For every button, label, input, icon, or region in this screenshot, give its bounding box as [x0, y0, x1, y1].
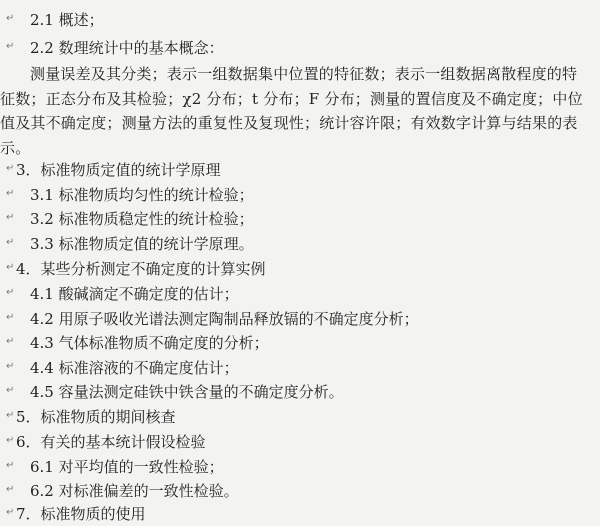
paragraph-mark-icon: ↵ [6, 188, 15, 199]
outline-item [0, 307, 600, 331]
outline-item [0, 36, 600, 60]
outline-item [0, 455, 600, 479]
outline-item-text: 4.1 酸碱滴定不确定度的估计； [30, 285, 239, 303]
paragraph-mark-icon: ↵ [6, 460, 15, 471]
outline-item-text: 2.1 概述； [30, 11, 104, 29]
outline-heading: 5．标准物质的期间核查 [16, 408, 176, 426]
outline-item [0, 183, 600, 207]
outline-item [0, 430, 600, 454]
paragraph-mark-icon: ↵ [6, 312, 15, 323]
outline-heading: 3．标准物质定值的统计学原理 [16, 161, 221, 179]
paragraph-mark-icon: ↵ [6, 262, 15, 273]
outline-item-text: 4.5 容量法测定硅铁中铁含量的不确定度分析。 [30, 383, 344, 401]
paragraph-mark-icon: ↵ [6, 385, 15, 396]
outline-item-text: 6.2 对标准偏差的一致性检验。 [30, 482, 239, 500]
outline-item [0, 232, 600, 256]
paragraph-mark-icon: ↵ [6, 435, 15, 446]
paragraph-mark-icon: ↵ [6, 484, 15, 495]
outline-item-text: 2.2 数理统计中的基本概念： [30, 39, 224, 57]
outline-item [0, 158, 600, 182]
paragraph-mark-icon: ↵ [6, 237, 15, 248]
outline-item [0, 356, 600, 380]
paragraph-mark-icon: ↵ [6, 410, 15, 421]
outline-item [0, 405, 600, 429]
paragraph-mark-icon: ↵ [6, 212, 15, 223]
paragraph-mark-icon: ↵ [6, 13, 15, 24]
paragraph-mark-icon: ↵ [6, 336, 15, 347]
outline-item [0, 207, 600, 231]
outline-item [0, 479, 600, 503]
outline-item [0, 502, 600, 526]
paragraph-mark-icon: ↵ [6, 287, 15, 298]
paragraph-mark-icon: ↵ [6, 361, 15, 372]
outline-item-text: 3.2 标准物质稳定性的统计检验； [30, 210, 254, 228]
outline-item [0, 8, 600, 32]
paragraph-mark-icon: ↵ [6, 507, 15, 518]
outline-heading: 4．某些分析测定不确定度的计算实例 [16, 260, 266, 278]
outline-item-text: 3.1 标准物质均匀性的统计检验； [30, 186, 254, 204]
outline-item-text: 3.3 标准物质定值的统计学原理。 [30, 235, 254, 253]
body-paragraph: 测量误差及其分类；表示一组数据集中位置的特征数；表示一组数据离散程度的特征数；正态分布及其检验；χ2 分布；t 分布；F 分布；测量的置信度及不确定度；中位值及其不确定度；测量方法的重复性及复现性；统计容许限；有效数字计算与结果的表示。 [0, 65, 583, 157]
outline-item [0, 257, 600, 281]
outline-item [0, 380, 600, 404]
paragraph-mark-icon: ↵ [6, 41, 15, 52]
outline-item-text: 4.4 标准溶液的不确定度估计； [30, 359, 239, 377]
outline-heading: 6．有关的基本统计假设检验 [16, 433, 206, 451]
outline-item [0, 282, 600, 306]
outline-item-text: 4.3 气体标准物质不确定度的分析； [30, 334, 269, 352]
outline-item [0, 331, 600, 355]
outline-heading: 7．标准物质的使用 [16, 505, 146, 523]
paragraph-mark-icon: ↵ [6, 163, 15, 174]
outline-item-text: 4.2 用原子吸收光谱法测定陶制品释放镉的不确定度分析； [30, 310, 419, 328]
outline-item-text: 6.1 对平均值的一致性检验； [30, 458, 224, 476]
